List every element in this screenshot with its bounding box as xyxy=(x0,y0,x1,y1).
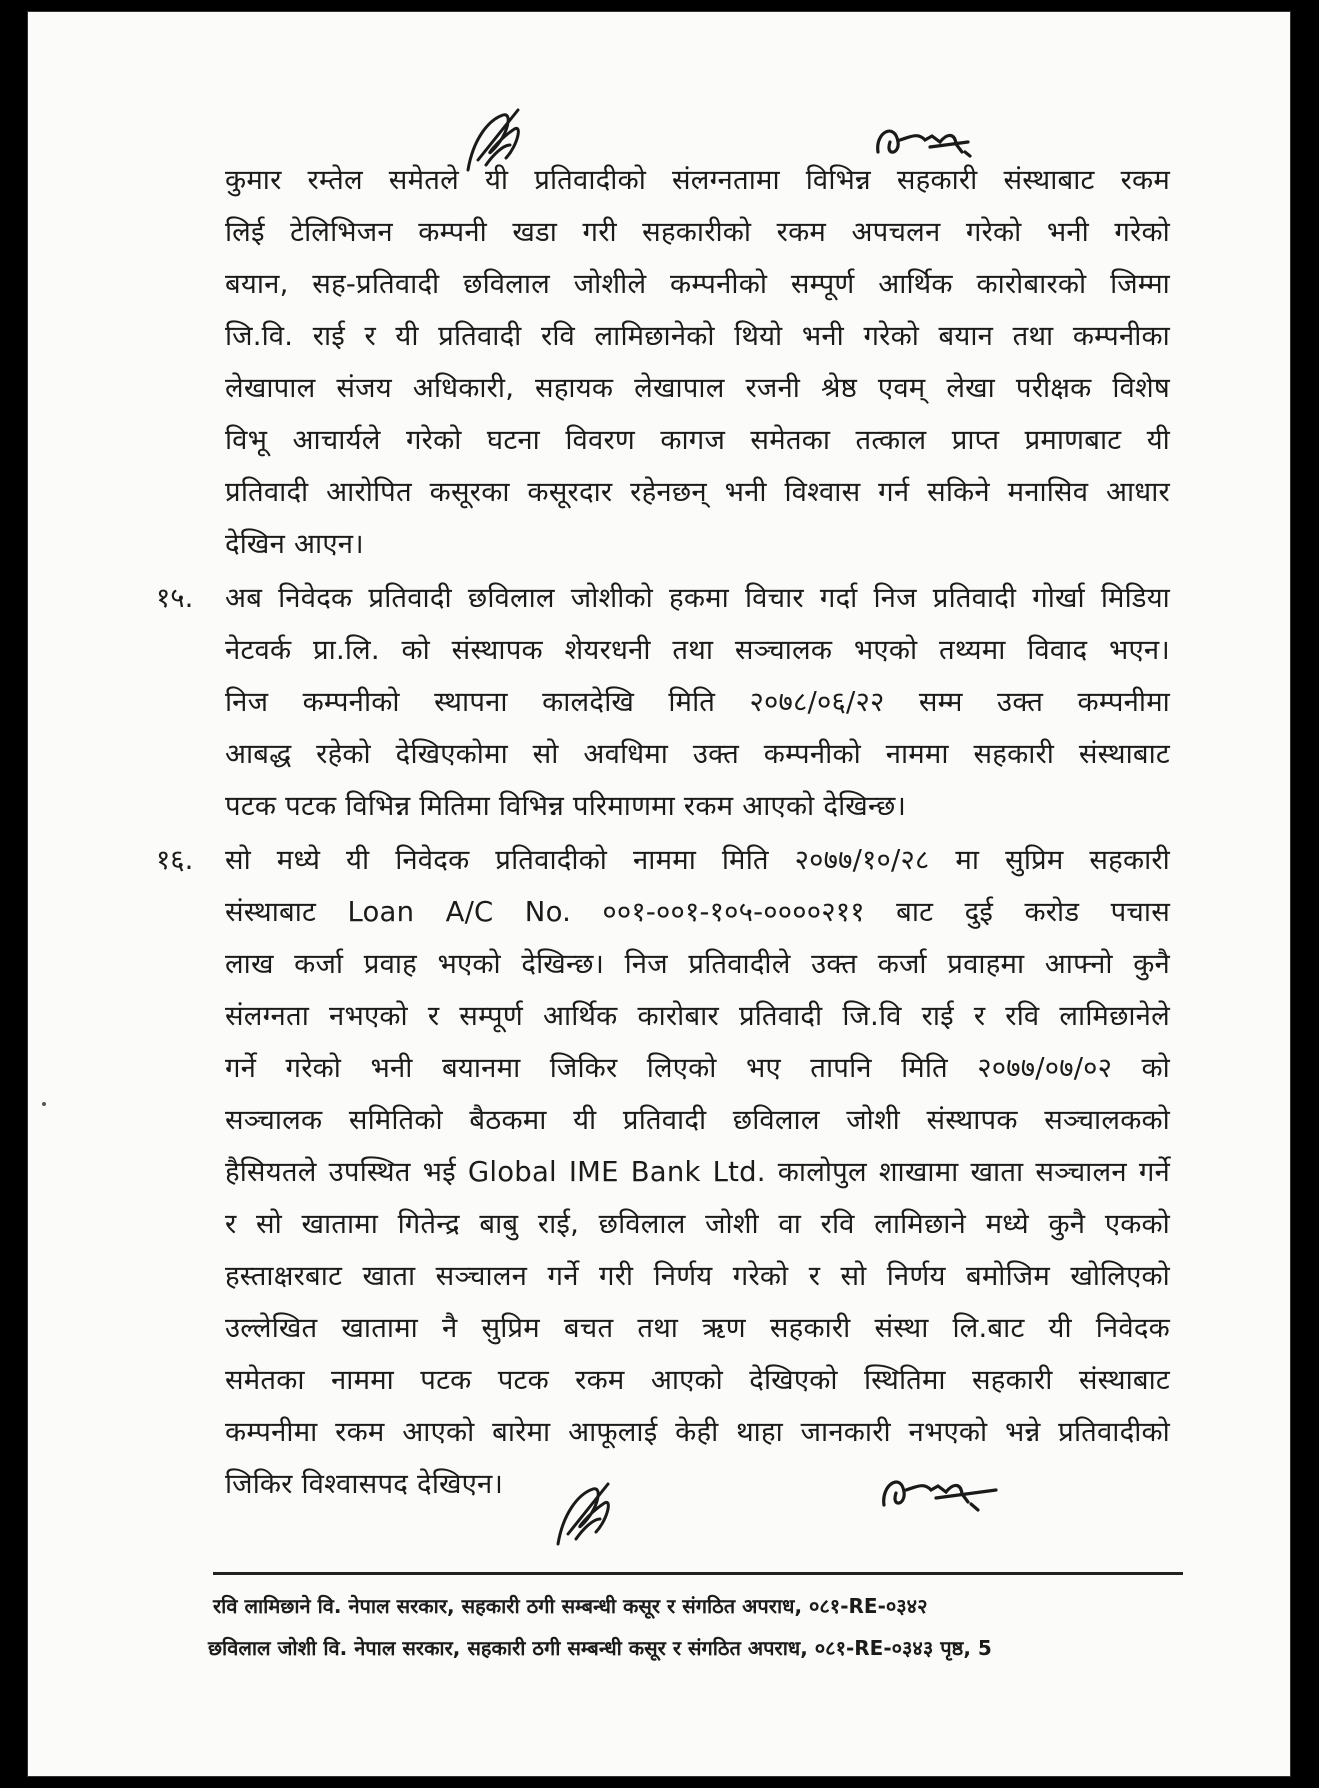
text-line: समेतका नाममा पटक पटक रकम आएको देखिएको स्थितिमा सहकारी संस्थाबाट xyxy=(225,1364,1170,1396)
footer-case-line-1: रवि लामिछाने वि. नेपाल सरकार, सहकारी ठगी सम्बन्धी कसूर र संगठित अपराध, ०८१-RE-०३४२ xyxy=(213,1594,928,1618)
text-line: उल्लेखित खातामा नै सुप्रिम बचत तथा ऋण सहकारी संस्था लि.बाट यी निवेदक xyxy=(225,1312,1170,1344)
document-page xyxy=(28,12,1290,1776)
text-line: लिई टेलिभिजन कम्पनी खडा गरी सहकारीको रकम अपचलन गरेको भनी गरेको xyxy=(225,216,1170,248)
signature-bottom-left xyxy=(548,1474,628,1559)
text-line: लाख कर्जा प्रवाह भएको देखिन्छ। निज प्रतिवादीले उक्त कर्जा प्रवाहमा आफ्नो कुनै xyxy=(225,948,1170,980)
text-line: अब निवेदक प्रतिवादी छविलाल जोशीको हकमा विचार गर्दा निज प्रतिवादी गोर्खा मिडिया xyxy=(225,582,1170,614)
paragraph-number: १६. xyxy=(156,844,194,876)
text-line: संस्थाबाट Loan A/C No. ००१-००१-१०५-००००२११ बाट दुई करोड पचास xyxy=(225,896,1170,928)
speck xyxy=(42,1102,46,1106)
text-line: सो मध्ये यी निवेदक प्रतिवादीको नाममा मिति २०७७/१०/२८ मा सुप्रिम सहकारी xyxy=(225,844,1170,876)
text-line: देखिन आएन। xyxy=(225,528,364,560)
text-line: कुमार रम्तेल समेतले यी प्रतिवादीको संलग्नतामा विभिन्न सहकारी संस्थाबाट रकम xyxy=(225,164,1170,196)
text-line: संलग्नता नभएको र सम्पूर्ण आर्थिक कारोबार प्रतिवादी जि.वि राई र रवि लामिछानेले xyxy=(225,1000,1170,1032)
paragraph-number: १५. xyxy=(156,582,194,614)
text-line: विभू आचार्यले गरेको घटना विवरण कागज समेतका तत्काल प्राप्त प्रमाणबाट यी xyxy=(225,424,1170,456)
text-line: जि.वि. राई र यी प्रतिवादी रवि लामिछानेको थियो भनी गरेको बयान तथा कम्पनीका xyxy=(225,320,1170,352)
text-line: गर्ने गरेको भनी बयानमा जिकिर लिएको भए तापनि मिति २०७७/०७/०२ को xyxy=(225,1052,1170,1084)
text-line: निज कम्पनीको स्थापना कालदेखि मिति २०७८/०६/२२ सम्म उक्त कम्पनीमा xyxy=(225,686,1170,718)
footer-case-line-2: छविलाल जोशी वि. नेपाल सरकार, सहकारी ठगी सम्बन्धी कसूर र संगठित अपराध, ०८१-RE-०३४३ पृष्ठ, 5 xyxy=(208,1636,992,1660)
footer-divider xyxy=(213,1572,1183,1575)
text-line: हैसियतले उपस्थित भई Global IME Bank Ltd. कालोपुल शाखामा खाता सञ्चालन गर्ने xyxy=(225,1156,1170,1188)
text-line: प्रतिवादी आरोपित कसूरका कसूरदार रहेनछन् भनी विश्वास गर्न सकिने मनासिव आधार xyxy=(225,476,1170,508)
text-line: जिकिर विश्वासपद देखिएन। xyxy=(225,1468,504,1500)
text-line: कम्पनीमा रकम आएको बारेमा आफूलाई केही थाहा जानकारी नभएको भन्ने प्रतिवादीको xyxy=(225,1416,1170,1448)
text-line: लेखापाल संजय अधिकारी, सहायक लेखापाल रजनी श्रेष्ठ एवम् लेखा परीक्षक विशेष xyxy=(225,372,1170,404)
text-line: पटक पटक विभिन्न मितिमा विभिन्न परिमाणमा रकम आएको देखिन्छ। xyxy=(225,790,907,822)
text-line: आबद्ध रहेको देखिएकोमा सो अवधिमा उक्त कम्पनीको नाममा सहकारी संस्थाबाट xyxy=(225,738,1170,770)
signature-bottom-right xyxy=(876,1460,1006,1530)
text-line: हस्ताक्षरबाट खाता सञ्चालन गर्ने गरी निर्णय गरेको र सो निर्णय बमोजिम खोलिएको xyxy=(225,1260,1170,1292)
text-line: नेटवर्क प्रा.लि. को संस्थापक शेयरधनी तथा सञ्चालक भएको तथ्यमा विवाद भएन। xyxy=(225,634,1170,666)
text-line: र सो खातामा गितेन्द्र बाबु राई, छविलाल जोशी वा रवि लामिछाने मध्ये कुनै एकको xyxy=(225,1208,1170,1240)
text-line: बयान, सह-प्रतिवादी छविलाल जोशीले कम्पनीको सम्पूर्ण आर्थिक कारोबारको जिम्मा xyxy=(225,268,1170,300)
text-line: सञ्चालक समितिको बैठकमा यी प्रतिवादी छविलाल जोशी संस्थापक सञ्चालकको xyxy=(225,1104,1170,1136)
